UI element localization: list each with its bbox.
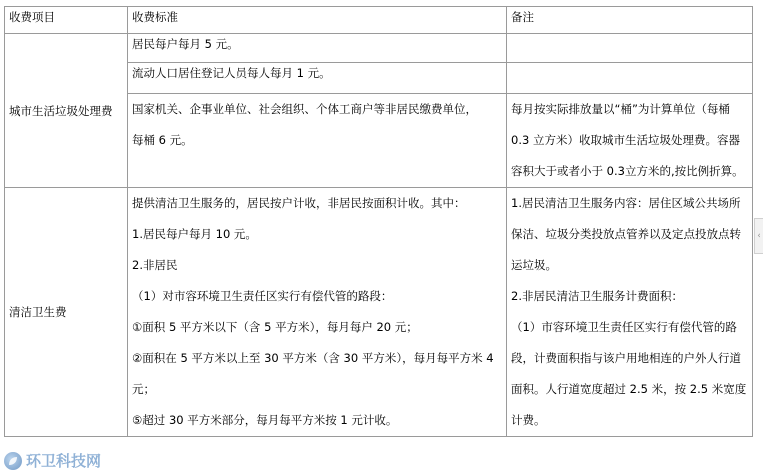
text-line: （1）市容环境卫生责任区实行有偿代管的路 — [511, 320, 737, 334]
fee-table — [4, 6, 753, 437]
table-row — [5, 188, 753, 437]
header-note: 备注 — [507, 7, 753, 34]
text-line: 提供清洁卫生服务的，居民按户计收，非居民按面积计收。其中： — [132, 196, 466, 210]
header-row — [5, 7, 753, 34]
text-line: ⑤超过 30 平方米部分，每月每平方米按 1 元计收。 — [132, 413, 398, 427]
text-line: 计费。 — [511, 413, 546, 427]
note-cell — [507, 63, 753, 94]
standard-cell: 居民每户每月 5 元。 — [128, 34, 507, 63]
text-line: 面积。人行道宽度超过 2.5 米，按 2.5 米宽度 — [511, 382, 747, 396]
text-line: 运垃圾。 — [511, 258, 557, 272]
text-line: 容积大于或者小于 0.3立方米的,按比例折算。 — [511, 164, 744, 178]
header-item: 收费项目 — [5, 7, 128, 34]
text-line: 1.居民清洁卫生服务内容：居住区域公共场所 — [511, 196, 741, 210]
text-line: 元； — [132, 382, 155, 396]
watermark-text: 环卫科技网 — [26, 452, 102, 470]
text-line: 2.非居民 — [132, 258, 178, 272]
note-cell — [507, 188, 753, 437]
text-line: 保洁、垃圾分类投放点管养以及定点投放点转 — [511, 227, 741, 241]
text-line: 国家机关、企事业单位、社会组织、个体工商户等非居民缴费单位， — [132, 102, 477, 116]
text-line: 段，计费面积指与该户用地相连的户外人行道 — [511, 351, 741, 365]
item-garbage-fee: 城市生活垃圾处理费 — [5, 34, 128, 188]
text-line: 每月按实际排放量以“桶”为计算单位（每桶 — [511, 102, 730, 116]
header-standard: 收费标准 — [128, 7, 507, 34]
standard-cell — [128, 188, 507, 437]
text-line: ①面积 5 平方米以下（含 5 平方米），每月每户 20 元； — [132, 320, 418, 334]
text-line: ②面积在 5 平方米以上至 30 平方米（含 30 平方米），每月每平方米 4 — [132, 351, 494, 365]
table-row — [5, 34, 753, 63]
note-cell — [507, 94, 753, 188]
text-line: 每桶 6 元。 — [132, 133, 193, 147]
item-cleaning-fee: 清洁卫生费 — [5, 188, 128, 437]
side-collapse-tab[interactable]: ‹ — [754, 218, 763, 254]
text-line: （1）对市容环境卫生责任区实行有偿代管的路段： — [132, 289, 393, 303]
text-line: 1.居民每户每月 10 元。 — [132, 227, 257, 241]
text-line: 2.非居民清洁卫生服务计费面积： — [511, 289, 683, 303]
standard-cell — [128, 94, 507, 188]
standard-cell: 流动人口居住登记人员每人每月 1 元。 — [128, 63, 507, 94]
note-cell — [507, 34, 753, 63]
watermark — [4, 450, 101, 471]
text-line: 0.3 立方米）收取城市生活垃圾处理费。容器 — [511, 133, 740, 147]
leaf-logo-icon — [4, 452, 22, 470]
